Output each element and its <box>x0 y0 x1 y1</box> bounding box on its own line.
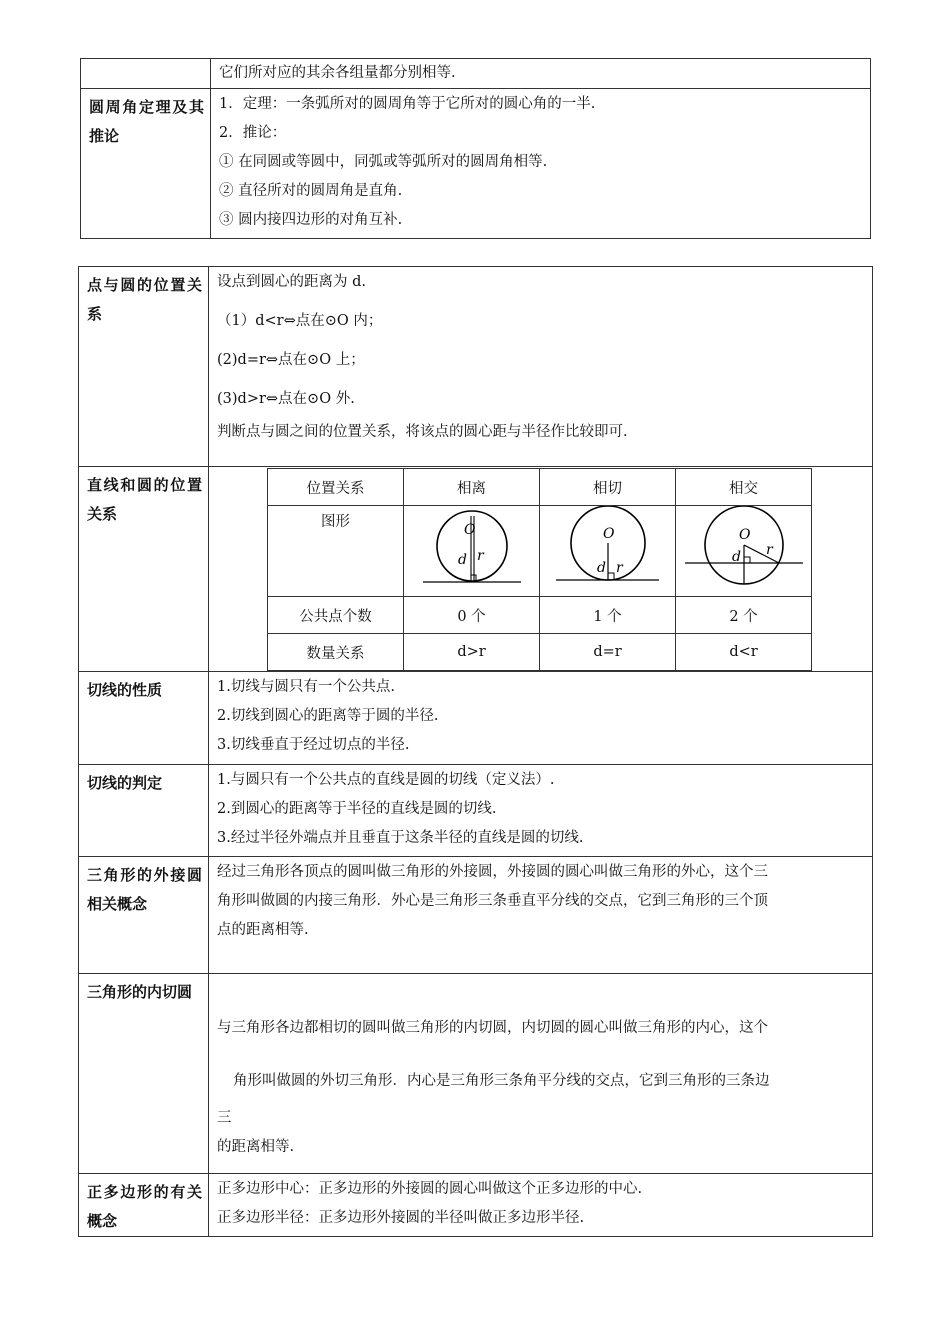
relation-cell: d<r <box>676 634 812 671</box>
center-label: O <box>463 522 475 538</box>
text-line: 与三角形各边都相切的圆叫做三角形的内切圆，内切圆的圆心叫做三角形的内心，这个 <box>217 1020 768 1036</box>
header-cell: 位置关系 <box>268 469 404 506</box>
row-label-point-circle: 点与圆的位置关系 <box>79 267 209 467</box>
figure-cell-intersect <box>676 506 812 597</box>
figure-cell-tangent <box>540 506 676 597</box>
circle-relations-table <box>78 266 873 1237</box>
text-line: 2．推论： <box>219 125 287 141</box>
text-line: 3.经过半径外端点并且垂直于这条半径的直线是圆的切线. <box>217 830 584 846</box>
text-line: ③ 圆内接四边形的对角互补. <box>219 212 403 228</box>
content-cell <box>209 467 873 672</box>
text-line: 1.切线与圆只有一个公共点. <box>217 679 395 695</box>
text-line: 判断点与圆之间的位置关系，将该点的圆心距与半径作比较即可. <box>217 424 628 440</box>
count-label-cell: 公共点个数 <box>268 597 404 634</box>
tangent-figure <box>541 506 675 592</box>
header-cell: 相交 <box>676 469 812 506</box>
intersect-figure <box>677 506 811 592</box>
content-cell <box>209 765 873 857</box>
figure-cell-separate <box>404 506 540 597</box>
text-line: （1）d<r⇔点在⊙O 内； <box>217 313 383 329</box>
distance-label: d <box>731 549 741 565</box>
text-line: 2.到圆心的距离等于半径的直线是圆的切线. <box>217 801 497 817</box>
empty-label-cell <box>81 59 211 89</box>
text-line: 经过三角形各顶点的圆叫做三角形的外接圆，外接圆的圆心叫做三角形的外心，这个三 <box>217 864 768 880</box>
distance-label: d <box>596 560 606 576</box>
center-label: O <box>738 527 750 543</box>
row-label-incircle: 三角形的内切圆 <box>79 974 209 1174</box>
content-cell <box>209 1174 873 1237</box>
text-line: 1．定理：一条弧所对的圆周角等于它所对的圆心角的一半. <box>219 96 596 112</box>
count-cell: 2 个 <box>676 597 812 634</box>
row-label-circumcircle: 三角形的外接圆相关概念 <box>79 857 209 974</box>
relation-cell: d=r <box>540 634 676 671</box>
text-line: 三 <box>217 1110 232 1126</box>
text-line: (2)d=r⇔点在⊙O 上； <box>217 352 365 368</box>
content-cell <box>211 89 871 239</box>
theorem-table <box>80 58 871 239</box>
content-cell <box>209 974 873 1174</box>
separate-figure <box>405 506 539 592</box>
text-line: 2.切线到圆心的距离等于圆的半径. <box>217 708 439 724</box>
text-line: 角形叫做圆的内接三角形．外心是三角形三条垂直平分线的交点，它到三角形的三个顶 <box>217 893 768 909</box>
content-cell <box>209 857 873 974</box>
header-cell: 相切 <box>540 469 676 506</box>
row-label-tangent-judge: 切线的判定 <box>79 765 209 857</box>
text-line: 1.与圆只有一个公共点的直线是圆的切线（定义法）. <box>217 772 555 788</box>
line-circle-subtable <box>267 468 812 671</box>
text-line: 设点到圆心的距离为 d. <box>217 274 366 290</box>
text-line: 正多边形中心：正多边形的外接圆的圆心叫做这个正多边形的中心. <box>217 1181 643 1197</box>
distance-label: d <box>457 552 467 568</box>
text-line: 它们所对应的其余各组量都分别相等. <box>219 65 456 81</box>
radius-label: r <box>476 548 484 564</box>
row-label-line-circle: 直线和圆的位置关系 <box>79 467 209 672</box>
radius-label: r <box>615 560 623 576</box>
count-cell: 0 个 <box>404 597 540 634</box>
text-line: 点的距离相等. <box>217 922 309 938</box>
radius-label: r <box>765 542 773 558</box>
content-cell <box>211 59 871 89</box>
text-line: 正多边形半径：正多边形外接圆的半径叫做正多边形半径. <box>217 1210 585 1226</box>
row-label-polygon: 正多边形的有关概念 <box>79 1174 209 1237</box>
text-line: 的距离相等. <box>217 1139 295 1155</box>
row-label-inscribed-angle: 圆周角定理及其推论 <box>81 89 211 239</box>
text-line: 角形叫做圆的外切三角形．内心是三角形三条角平分线的交点，它到三角形的三条边 <box>233 1073 770 1089</box>
figure-label-cell: 图形 <box>268 506 404 597</box>
text-line: (3)d>r⇔点在⊙O 外. <box>217 391 355 407</box>
row-label-tangent-props: 切线的性质 <box>79 672 209 765</box>
relation-label-cell: 数量关系 <box>268 634 404 671</box>
content-cell <box>209 672 873 765</box>
count-cell: 1 个 <box>540 597 676 634</box>
relation-cell: d>r <box>404 634 540 671</box>
text-line: ① 在同圆或等圆中，同弧或等弧所对的圆周角相等. <box>219 154 548 170</box>
center-label: O <box>602 526 614 542</box>
text-line: ② 直径所对的圆周角是直角. <box>219 183 403 199</box>
content-cell <box>209 267 873 467</box>
header-cell: 相离 <box>404 469 540 506</box>
text-line: 3.切线垂直于经过切点的半径. <box>217 737 410 753</box>
